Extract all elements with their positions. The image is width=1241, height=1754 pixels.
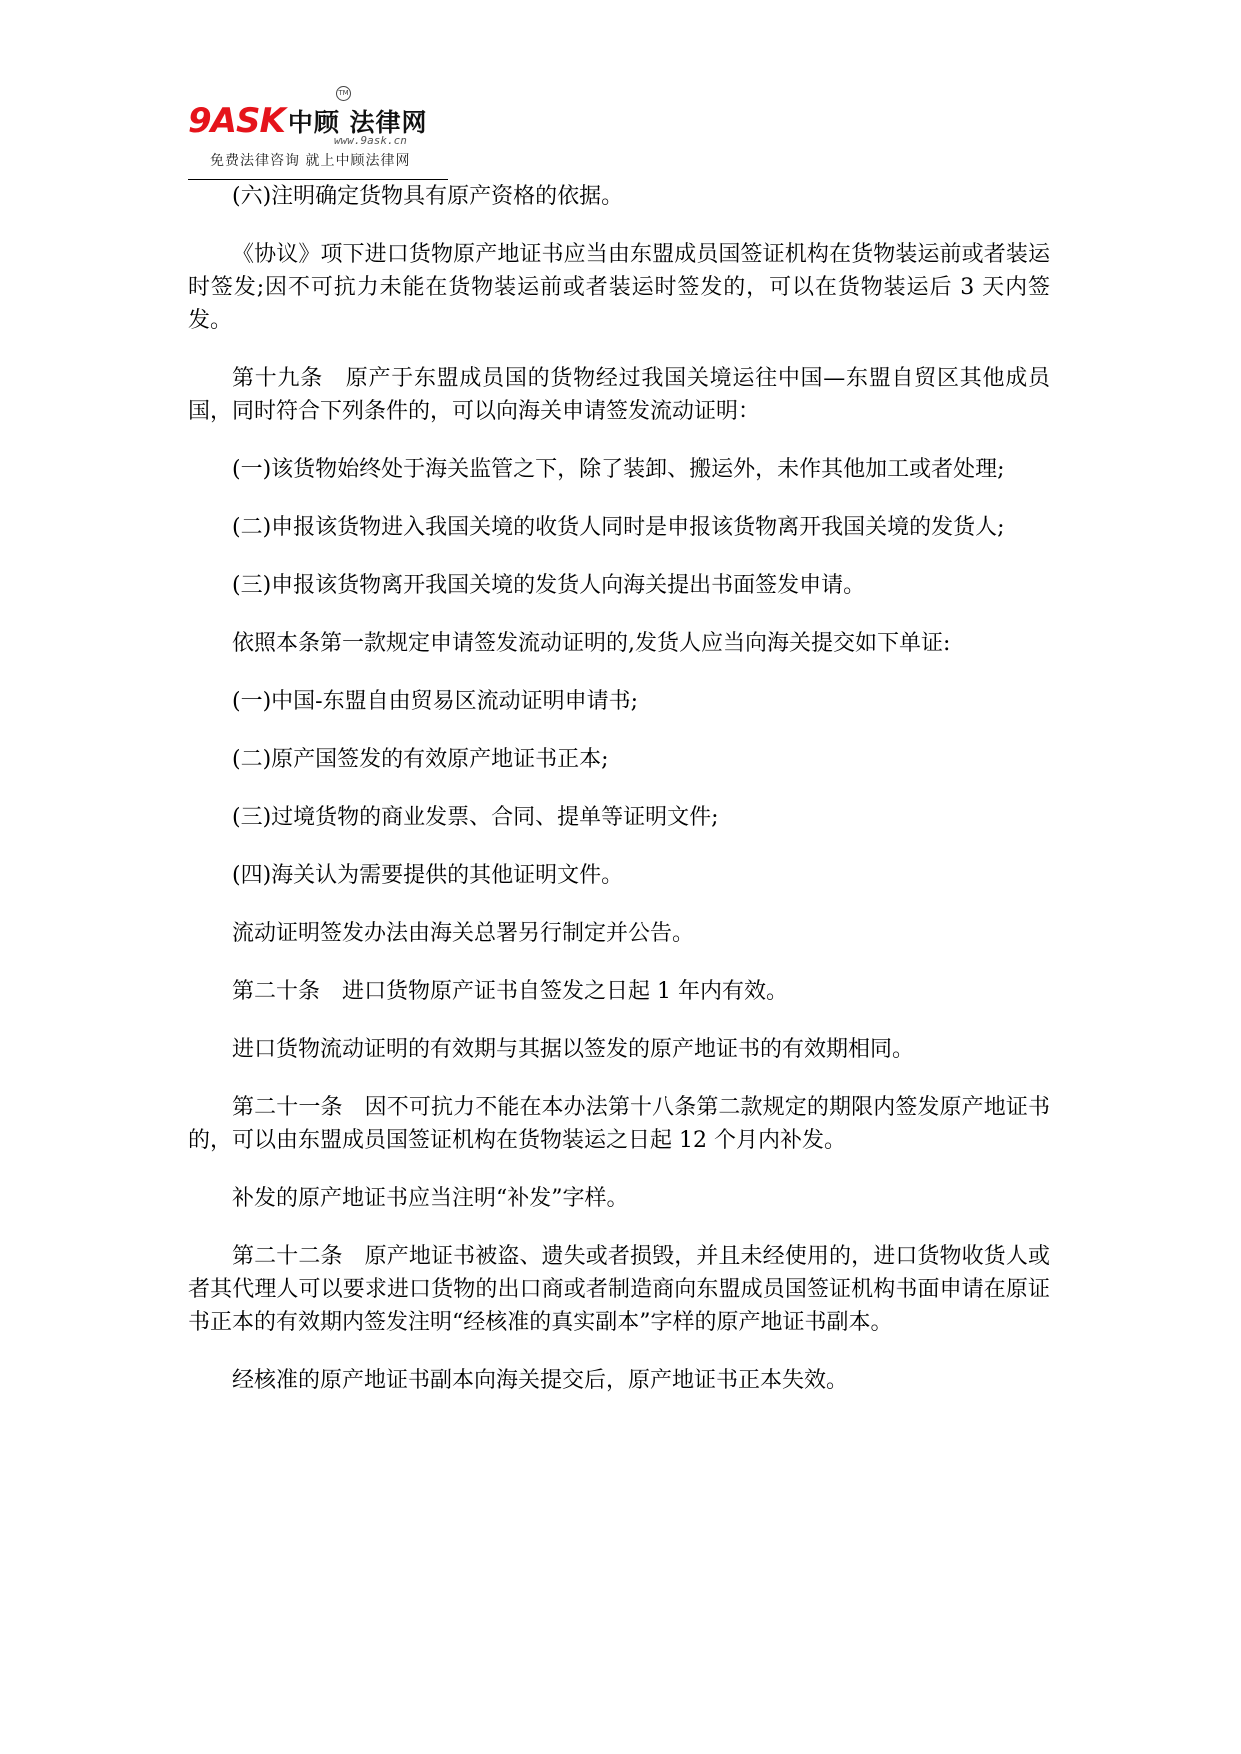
article-19-paragraph: 第十九条 原产于东盟成员国的货物经过我国关境运往中国—东盟自贸区其他成员国，同时符合下列条件的，可以向海关申请签发流动证明：	[188, 366, 1050, 424]
site-header	[188, 89, 448, 182]
logo-url[interactable]: www.9ask.cn	[334, 134, 407, 147]
paragraph: 进口货物流动证明的有效期与其据以签发的原产地证书的有效期相同。	[232, 1037, 915, 1062]
paragraph: 流动证明签发办法由海关总署另行制定并公告。	[232, 921, 695, 946]
paragraph: (一)该货物始终处于海关监管之下，除了装卸、搬运外，未作其他加工或者处理;	[232, 457, 1005, 482]
document-body	[188, 180, 1050, 1422]
paragraph: (二)申报该货物进入我国关境的收货人同时是申报该货物离开我国关境的发货人;	[232, 515, 1005, 540]
logo-mark: 9ASK	[188, 101, 285, 141]
paragraph: 补发的原产地证书应当注明“补发”字样。	[232, 1186, 629, 1211]
article-21-paragraph: 第二十一条 因不可抗力不能在本办法第十八条第二款规定的期限内签发原产地证书的，可以由东盟成员国签证机构在货物装运之日起 12 个月内补发。	[188, 1095, 1050, 1153]
paragraph: (四)海关认为需要提供的其他证明文件。	[232, 863, 624, 888]
paragraph: (三)过境货物的商业发票、合同、提单等证明文件;	[232, 805, 719, 830]
article-20-paragraph: 第二十条 进口货物原产证书自签发之日起 1 年内有效。	[232, 979, 788, 1004]
logo-name: 中顾 法律网	[287, 108, 428, 137]
paragraph: (一)中国-东盟自由贸易区流动证明申请书;	[232, 689, 639, 714]
paragraph: (二)原产国签发的有效原产地证书正本;	[232, 747, 609, 772]
article-22-paragraph: 第二十二条 原产地证书被盗、遗失或者损毁，并且未经使用的，进口货物收货人或者其代理人可以要求进口货物的出口商或者制造商向东盟成员国签证机构书面申请在原证书正本的有效期内签发注明“经核准的真实副本”字样的原产地证书副本。	[188, 1244, 1050, 1335]
header-slogan: 免费法律咨询 就上中顾法律网	[210, 153, 411, 169]
paragraph: 依照本条第一款规定申请签发流动证明的,发货人应当向海关提交如下单证:	[232, 631, 951, 656]
paragraph: 经核准的原产地证书副本向海关提交后，原产地证书正本失效。	[232, 1368, 849, 1393]
paragraph: 《协议》项下进口货物原产地证书应当由东盟成员国签证机构在货物装运前或者装运时签发;因不可抗力未能在货物装运前或者装运时签发的，可以在货物装运后 3 天内签发。	[188, 242, 1050, 333]
paragraph: (三)申报该货物离开我国关境的发货人向海关提出书面签发申请。	[232, 573, 866, 598]
trademark-icon: TM	[336, 86, 351, 101]
paragraph: (六)注明确定货物具有原产资格的依据。	[232, 184, 624, 209]
